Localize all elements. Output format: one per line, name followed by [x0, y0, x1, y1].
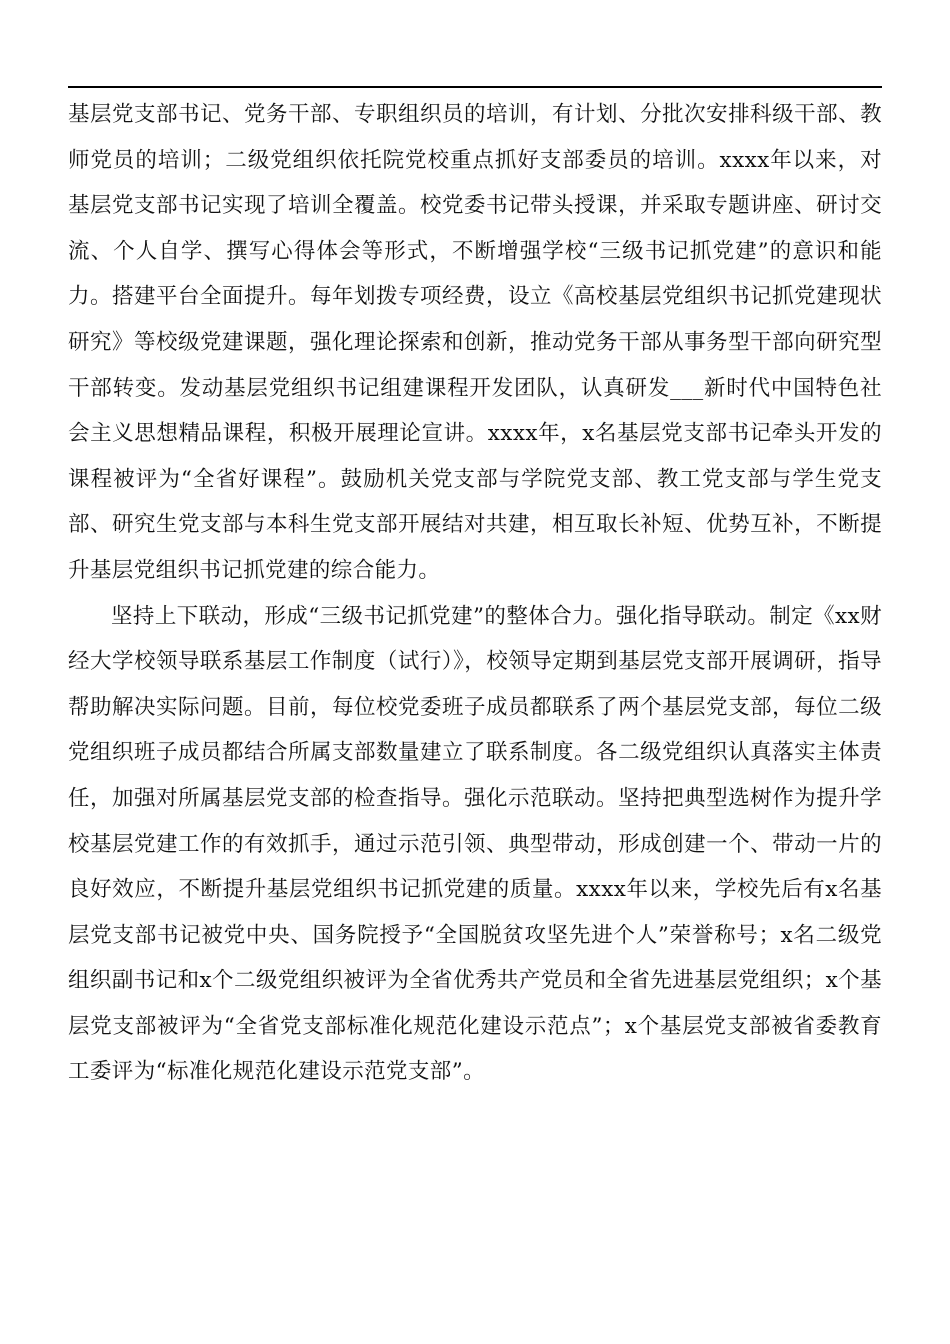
- paragraph-2: 坚持上下联动，形成“三级书记抓党建”的整体合力。强化指导联动。制定《xx财经大学校领导联系基层工作制度（试行）》，校领导定期到基层党支部开展调研，指导帮助解决实际问题。目前，每位校党委班子成员都联系了两个基层党支部，每位二级党组织班子成员都结合所属支部数量建立了联系制度。各二级党组织认真落实主体责任，加强对所属基层党支部的检查指导。强化示范联动。坚持把典型选树作为提升学校基层党建工作的有效抓手，通过示范引领、典型带动，形成创建一个、带动一片的良好效应，不断提升基层党组织书记抓党建的质量。xxxx年以来，学校先后有x名基层党支部书记被党中央、国务院授予“全国脱贫攻坚先进个人”荣誉称号；x名二级党组织副书记和x个二级党组织被评为全省优秀共产党员和全省先进基层党组织；x个基层党支部被评为“全省党支部标准化规范化建设示范点”；x个基层党支部被省委教育工委评为“标准化规范化建设示范党支部”。: [68, 603, 882, 1085]
- document-body: [68, 92, 882, 1095]
- header-rule: [68, 86, 882, 88]
- paragraph-1: 基层党支部书记、党务干部、专职组织员的培训，有计划、分批次安排科级干部、教师党员的培训；二级党组织依托院党校重点抓好支部委员的培训。xxxx年以来，对基层党支部书记实现了培训全覆盖。校党委书记带头授课，并采取专题讲座、研讨交流、个人自学、撰写心得体会等形式，不断增强学校“三级书记抓党建”的意识和能力。搭建平台全面提升。每年划拨专项经费，设立《高校基层党组织书记抓党建现状研究》等校级党建课题，强化理论探索和创新，推动党务干部从事务型干部向研究型干部转变。发动基层党组织书记组建课程开发团队，认真研发___新时代中国特色社会主义思想精品课程，积极开展理论宣讲。xxxx年，x名基层党支部书记牵头开发的课程被评为“全省好课程”。鼓励机关党支部与学院党支部、教工党支部与学生党支部、研究生党支部与本科生党支部开展结对共建，相互取长补短、优势互补，不断提升基层党组织书记抓党建的综合能力。: [68, 102, 882, 583]
